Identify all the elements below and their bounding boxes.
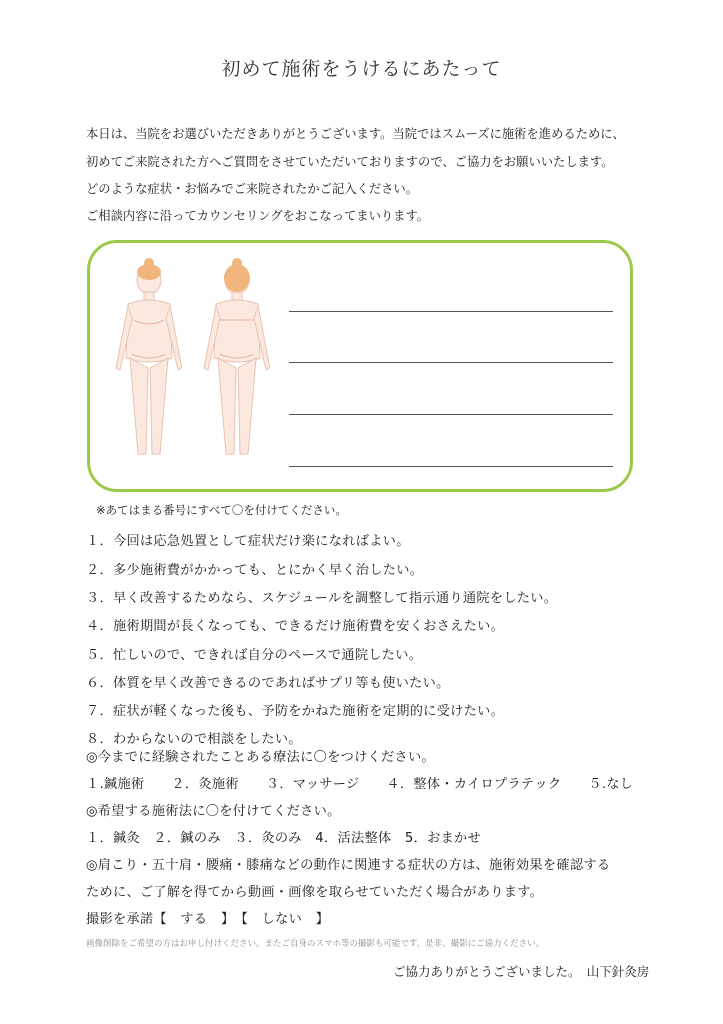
option-item[interactable]: ６．体質を早く改善できるのであればサプリ等も使いたい。 (86, 676, 450, 691)
write-in-line[interactable] (289, 362, 613, 363)
front-body-figure (108, 258, 190, 466)
photo-notice-line-2: ために、ご了解を得てから動画・画像を取らせていただく場合があります。 (86, 885, 544, 900)
preferred-options[interactable]: １．鍼灸 ２．鍼のみ ３．灸のみ 4．活法整体 5．おまかせ (86, 831, 482, 846)
photo-consent[interactable]: 撮影を承諾【 する 】 【 しない 】 (86, 912, 330, 927)
therapy-question: ◎今までに経験されたことある療法に〇をつけください。 (86, 750, 435, 765)
preferred-question: ◎希望する施術法に〇を付けてください。 (86, 804, 341, 819)
option-item[interactable]: ７．症状が軽くなった後も、予防をかねた施術を定期的に受けたい。 (86, 704, 505, 719)
option-item[interactable]: ４．施術期間が長くなっても、できるだけ施術費を安くおさえたい。 (86, 619, 505, 634)
instruction-note: ※あてはまる番号にすべて〇を付けてください。 (96, 503, 347, 517)
option-item[interactable]: ８．わからないので相談をしたい。 (86, 732, 302, 747)
intro-line-1: 本日は、当院をお選びいただきありがとうございます。当院ではスムーズに施術を進めるために、 (86, 127, 625, 141)
option-item[interactable]: ５．忙しいので、できれば自分のペースで通院したい。 (86, 648, 423, 663)
back-body-figure (196, 258, 278, 466)
write-in-line[interactable] (289, 414, 613, 415)
option-item[interactable]: ２．多少施術費がかかっても、とにかく早く治したい。 (86, 563, 424, 578)
photo-notice-line-1: ◎肩こり・五十肩・腰痛・膝痛などの動作に関連する症状の方は、施術効果を確認する (86, 858, 611, 873)
deletion-note: 画像削除をご希望の方はお申し付けください。またご自身のスマホ等の撮影も可能です。是非、撮影にご協力ください。 (86, 939, 545, 949)
intro-line-3: どのような症状・お悩みでご来院されたかご記入ください。 (86, 182, 419, 196)
intro-line-4: ご相談内容に沿ってカウンセリングをおこなってまいります。 (86, 209, 430, 223)
intro-line-2: 初めてご来院された方へご質問をさせていただいておりますので、ご協力をお願いいたします。 (86, 155, 614, 169)
write-in-line[interactable] (289, 311, 613, 312)
option-item[interactable]: ３．早く改善するためなら、スケジュールを調整して指示通り通院をしたい。 (86, 591, 558, 606)
write-in-line[interactable] (289, 466, 613, 467)
option-item[interactable]: １．今回は応急処置として症状だけ楽になればよい。 (86, 534, 410, 549)
therapy-options[interactable]: １.鍼施術 ２．灸施術 ３．マッサージ ４．整体・カイロプラテック ５.なし (86, 777, 634, 792)
page-title: 初めて施術をうけるにあたって (221, 58, 502, 80)
footer-thanks: ご協力ありがとうございました。 山下針灸房 (393, 964, 650, 979)
